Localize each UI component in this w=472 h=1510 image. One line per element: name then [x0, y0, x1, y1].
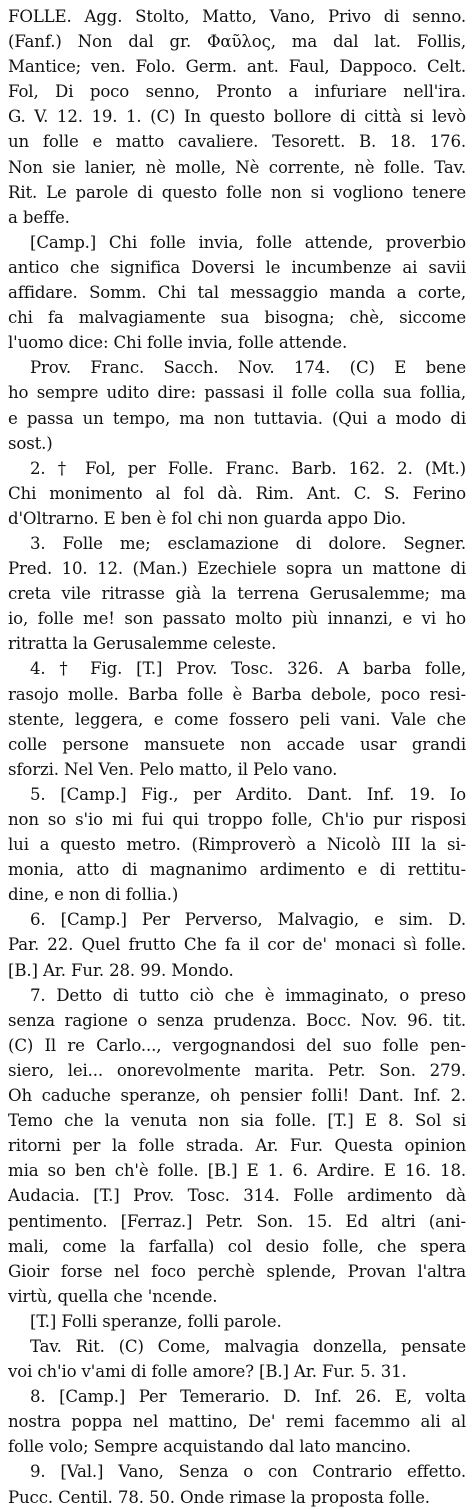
entry-line: mali, come la farfalla) col desio folle, che spera — [8, 1236, 466, 1256]
entry-line: senza ragione o senza prudenza. Bocc. Nov. 96. tit. — [8, 1010, 466, 1030]
entry-line: Mantice; ven. Folo. Germ. ant. Faul, Dappoco. Celt. — [8, 57, 466, 77]
entry-line: (Fanf.) Non dal gr. Φαῦλος, ma dal lat. Follis, — [8, 32, 466, 52]
entry-line: lui a questo metro. (Rimproverò a Nicolò III la si- — [8, 835, 466, 855]
entry-line: [T.] Folli speranze, folli parole. — [30, 1311, 282, 1331]
entry-line: [B.] Ar. Fur. 28. 99. Mondo. — [8, 960, 234, 980]
entry-line: Rit. Le parole di questo folle non si vogliono tenere — [8, 182, 466, 202]
entry-line: 9. [Val.] Vano, Senza o con Contrario effetto. — [30, 1462, 466, 1482]
entry-line: 7. Detto di tutto ciò che è immaginato, o preso — [30, 985, 466, 1005]
entry-line: chi fa malvagiamente sua bisogna; chè, siccome — [8, 308, 466, 328]
entry-line: Pucc. Centil. 78. 50. Onde rimase la proposta folle. — [8, 1487, 430, 1507]
entry-line: sforzi. Nel Ven. Pelo matto, il Pelo vano. — [8, 759, 338, 779]
entry-line: creta vile ritrasse già la terrena Gerusalemme; ma — [8, 584, 466, 604]
entry-line: [Camp.] Chi folle invia, folle attende, proverbio — [30, 232, 466, 252]
entry-line: Oh caduche speranze, oh pensier folli! Dant. Inf. 2. — [8, 1086, 466, 1106]
entry-line: e passa un tempo, ma non tuttavia. (Qui a modo di — [8, 408, 466, 428]
entry-line: ho sempre udito dire: passasi il folle colla sua follia, — [8, 383, 466, 403]
entry-line: d'Oltrarno. E ben è fol chi non guarda appo Dio. — [8, 508, 406, 528]
entry-line: mia so ben ch'è folle. [B.] E 1. 6. Ardire. E 16. 18. — [8, 1161, 466, 1181]
entry-line: folle volo; Sempre acquistando dal lato mancino. — [8, 1437, 412, 1457]
entry-line: FOLLE. Agg. Stolto, Matto, Vano, Privo di senno. — [8, 7, 466, 26]
entry-line: Pred. 10. 12. (Man.) Ezechiele sopra un mattone di — [8, 559, 466, 579]
entry-line: 2. † Fol, per Folle. Franc. Barb. 162. 2. (Mt.) — [30, 458, 466, 478]
entry-line: nostra poppa nel mattino, De' remi facemmo ali al — [8, 1412, 466, 1432]
entry-line: pentimento. [Ferraz.] Petr. Son. 15. Ed altri (ani- — [8, 1211, 466, 1231]
entry-line: non so s'io mi fui qui troppo folle, Ch'io pur risposi — [8, 810, 466, 829]
dictionary-entry-folle — [8, 4, 466, 1510]
entry-line: 4. † Fig. [T.] Prov. Tosc. 326. A barba folle, — [30, 659, 466, 679]
entry-line: dine, e non di follia.) — [8, 885, 179, 905]
entry-line: Prov. Franc. Sacch. Nov. 174. (C) E bene — [30, 358, 466, 378]
entry-line: Temo che la venuta non sia folle. [T.] E 8. Sol si — [8, 1111, 466, 1131]
entry-line: rasojo molle. Barba folle è Barba debole, poco resi- — [8, 684, 466, 704]
entry-line: Tav. Rit. (C) Come, malvagia donzella, pensate — [30, 1336, 466, 1356]
entry-line: 6. [Camp.] Per Perverso, Malvagio, e sim. D. — [30, 910, 466, 930]
entry-line: monia, atto di magnanimo ardimento e di rettitu- — [8, 860, 466, 880]
entry-line: colle persone mansuete non accade usar grandi — [8, 734, 466, 754]
entry-line: 5. [Camp.] Fig., per Ardito. Dant. Inf. 19. Io — [30, 784, 466, 804]
entry-line: Non sie lanier, nè molle, Nè corrente, nè folle. Tav. — [8, 157, 466, 177]
entry-line: 8. [Camp.] Per Temerario. D. Inf. 26. E, volta — [30, 1387, 466, 1407]
entry-line: (C) Il re Carlo..., vergognandosi del suo folle pen- — [8, 1035, 466, 1055]
entry-line: Par. 22. Quel frutto Che fa il cor de' monaci sì folle. — [8, 935, 466, 955]
entry-line: Gioir forse nel foco perchè splende, Provan l'altra — [8, 1261, 466, 1281]
entry-line: ritratta la Gerusalemme celeste. — [8, 634, 277, 654]
entry-line: antico che significa Doversi le incumbenze ai savii — [8, 257, 466, 277]
entry-line: G. V. 12. 19. 1. (C) In questo bollore di città si levò — [8, 107, 466, 127]
entry-line: stente, leggera, e come fossero peli vani. Vale che — [8, 709, 466, 729]
entry-line: affidare. Somm. Chi tal messaggio manda a corte, — [8, 283, 466, 303]
entry-line: a beffe. — [8, 207, 70, 227]
entry-line: sost.) — [8, 433, 53, 453]
entry-line: l'uomo dice: Chi folle invia, folle attende. — [8, 333, 348, 353]
entry-line: Audacia. [T.] Prov. Tosc. 314. Folle ardimento dà — [8, 1186, 466, 1206]
entry-line: Fol, Di poco senno, Pronto a infuriare nell'ira. — [8, 82, 466, 102]
entry-line: virtù, quella che 'ncende. — [8, 1286, 218, 1306]
entry-line: 3. Folle me; esclamazione di dolore. Segner. — [30, 533, 466, 553]
entry-line: siero, lei... onorevolmente marita. Petr. Son. 279. — [8, 1060, 466, 1080]
entry-line: Chi monimento al fol dà. Rim. Ant. C. S. Ferino — [8, 483, 466, 503]
entry-line: io, folle me! son passato molto più innanzi, e vi ho — [8, 609, 466, 629]
entry-line: un folle e matto cavaliere. Tesorett. B. 18. 176. — [8, 132, 466, 152]
entry-line: ritorni per la folle strada. Ar. Fur. Questa opinion — [8, 1136, 466, 1156]
entry-line: voi ch'io v'ami di folle amore? [B.] Ar. Fur. 5. 31. — [8, 1362, 407, 1382]
